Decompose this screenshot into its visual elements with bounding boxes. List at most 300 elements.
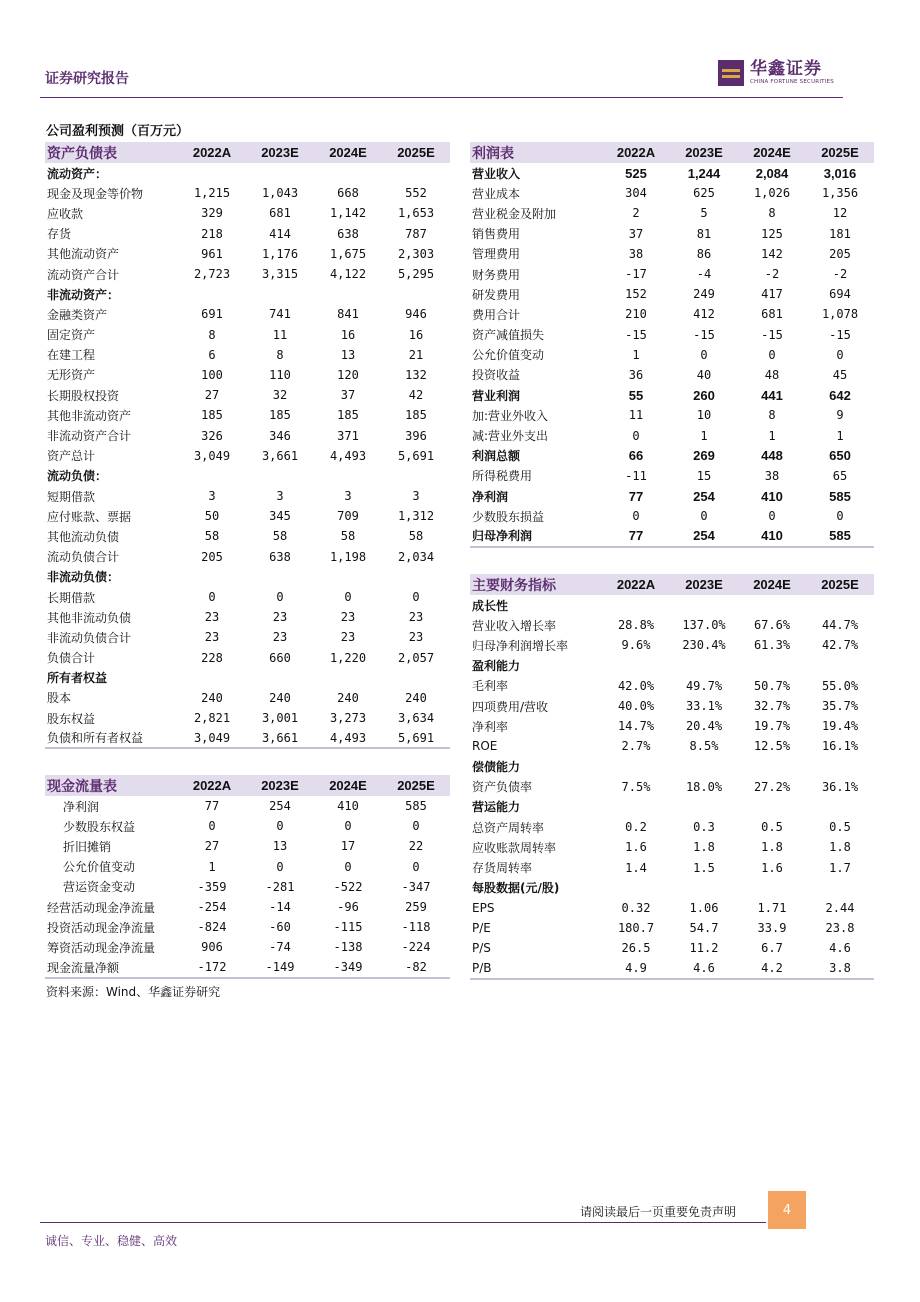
cell-value: 0 <box>768 509 776 524</box>
cell-value <box>738 797 806 817</box>
year-header: 2023E <box>246 775 314 796</box>
cell-value: -74 <box>269 940 291 955</box>
table-row <box>470 224 874 244</box>
cell-value: 1,312 <box>397 509 435 524</box>
row-label: 营业收入增长率 <box>472 618 557 633</box>
cell-value: 16 <box>408 327 424 342</box>
row-label: ROE <box>472 739 498 754</box>
cell-value: 5,691 <box>397 448 435 463</box>
cell-value: -359 <box>197 879 227 894</box>
cell-value: 9 <box>836 408 844 423</box>
cell-value <box>178 163 246 183</box>
cell-value: 55 <box>628 387 644 403</box>
cell-value: -15 <box>625 327 647 342</box>
cell-value: 19.7% <box>753 719 791 734</box>
cell-value: 0.3 <box>693 820 715 835</box>
table-row <box>45 446 450 466</box>
table-row <box>470 163 874 183</box>
table-row <box>45 668 450 688</box>
cell-value <box>314 466 382 486</box>
cell-value: -15 <box>829 327 851 342</box>
cell-value: 32.7% <box>753 699 791 714</box>
table-row <box>470 635 874 655</box>
cell-value: -11 <box>625 468 647 483</box>
table-row <box>470 304 874 324</box>
cell-value: 27 <box>204 388 220 403</box>
cell-value: 13 <box>272 839 288 854</box>
cell-value: 8.5% <box>689 739 719 754</box>
table-row <box>45 264 450 284</box>
cell-value <box>806 757 874 777</box>
table-row <box>45 466 450 486</box>
cell-value <box>602 878 670 898</box>
row-label: 应付账款、票据 <box>47 509 132 524</box>
table-header-row <box>470 574 874 595</box>
cell-value: 1,675 <box>329 246 367 261</box>
row-label: 其他非流动资产 <box>47 408 132 423</box>
cell-value: -2 <box>764 267 780 282</box>
cell-value: 638 <box>337 226 359 241</box>
table-header-row <box>45 775 450 796</box>
cell-value: 7.5% <box>621 779 651 794</box>
cell-value: -349 <box>314 958 382 978</box>
income-statement-table <box>470 142 874 548</box>
table-row <box>470 486 874 506</box>
row-label: 四项费用/营收 <box>472 699 549 714</box>
cell-value: 81 <box>696 226 712 241</box>
cell-value: 44.7% <box>821 618 859 633</box>
table-row <box>470 203 874 223</box>
cell-value: 2,084 <box>755 165 789 181</box>
year-header: 2025E <box>382 775 450 796</box>
cell-value: 1,078 <box>821 307 859 322</box>
row-label: 股本 <box>47 691 72 706</box>
cell-value <box>246 284 314 304</box>
table-row <box>45 587 450 607</box>
cell-value: 417 <box>761 287 783 302</box>
cell-value: 650 <box>829 448 851 464</box>
cell-value: -347 <box>401 879 431 894</box>
row-label: 研发费用 <box>472 287 521 302</box>
cell-value: 345 <box>269 509 291 524</box>
cell-value: 741 <box>269 307 291 322</box>
cell-value: 1 <box>836 428 844 443</box>
cell-value <box>314 284 382 304</box>
cell-value: -14 <box>269 900 291 915</box>
cell-value: 410 <box>337 799 359 814</box>
table-row <box>45 325 450 345</box>
cell-value: 4,122 <box>329 267 367 282</box>
cell-value: 709 <box>337 509 359 524</box>
row-label: 少数股东权益 <box>63 819 136 834</box>
cell-value: 3,661 <box>261 448 299 463</box>
cell-value: 6.7 <box>761 941 783 956</box>
year-header: 2025E <box>806 142 874 163</box>
cell-value: 27.2% <box>753 779 791 794</box>
cell-value: 1.7 <box>829 860 851 875</box>
table-title: 利润表 <box>470 142 602 163</box>
cell-value: 8 <box>768 408 776 423</box>
cell-value: 58 <box>340 529 356 544</box>
cell-value: 1.6 <box>761 860 783 875</box>
cell-value: 1,043 <box>261 186 299 201</box>
table-row <box>45 877 450 897</box>
row-label: 资产总计 <box>47 449 96 464</box>
row-label: 股东权益 <box>47 711 96 726</box>
table-row <box>470 345 874 365</box>
cell-value: 0 <box>700 509 708 524</box>
cell-value: 240 <box>337 690 359 705</box>
cell-value: 4,493 <box>329 448 367 463</box>
cell-value: -118 <box>401 920 431 935</box>
cell-value: 0.5 <box>761 820 783 835</box>
cell-value <box>670 656 738 676</box>
cell-value: 9.6% <box>621 638 651 653</box>
cell-value: 2,723 <box>193 267 231 282</box>
cell-value: 1.4 <box>625 860 647 875</box>
cell-value: 0 <box>344 859 352 874</box>
cell-value: 2,034 <box>397 549 435 564</box>
cell-value: 304 <box>625 186 647 201</box>
row-label: 加:营业外收入 <box>472 408 549 423</box>
cell-value: 16 <box>340 327 356 342</box>
cell-value: 4.6 <box>670 958 738 978</box>
cell-value: 2.44 <box>825 900 855 915</box>
table-row <box>470 797 874 817</box>
cell-value: 254 <box>269 799 291 814</box>
cell-value: 6 <box>208 347 216 362</box>
cell-value: -172 <box>178 958 246 978</box>
row-label: 流动资产合计 <box>47 267 120 282</box>
row-label: 营业税金及附加 <box>472 206 557 221</box>
table-row <box>45 857 450 877</box>
cell-value <box>178 668 246 688</box>
cell-value: 14.7% <box>617 719 655 734</box>
cell-value <box>246 466 314 486</box>
cell-value: 787 <box>405 226 427 241</box>
cell-value: 48 <box>764 367 780 382</box>
table-row <box>45 224 450 244</box>
cell-value: 23 <box>340 630 356 645</box>
row-label: 投资收益 <box>472 368 521 383</box>
cell-value: 54.7 <box>689 921 719 936</box>
cell-value <box>382 567 450 587</box>
cell-value <box>670 797 738 817</box>
cell-value: 0 <box>768 347 776 362</box>
cell-value: 132 <box>405 367 427 382</box>
page-number: 4 <box>768 1191 806 1229</box>
cell-value: 0 <box>276 590 284 605</box>
cell-value: 396 <box>405 428 427 443</box>
cell-value: 410 <box>761 488 783 504</box>
cell-value <box>314 567 382 587</box>
cell-value: 61.3% <box>753 638 791 653</box>
cell-value: 22 <box>408 839 424 854</box>
cell-value: 2,303 <box>397 246 435 261</box>
cell-value: -17 <box>625 267 647 282</box>
table-row <box>45 728 450 748</box>
cell-value: 120 <box>337 367 359 382</box>
cell-value <box>602 595 670 615</box>
cell-value: 0 <box>412 590 420 605</box>
cell-value <box>602 757 670 777</box>
table-row <box>470 958 874 978</box>
cell-value: 42 <box>408 388 424 403</box>
cell-value: 2 <box>632 206 640 221</box>
cell-value: 205 <box>201 549 223 564</box>
table-row <box>470 938 874 958</box>
row-label: 现金流量净额 <box>45 958 178 978</box>
cell-value: 2,057 <box>397 650 435 665</box>
row-label: P/S <box>472 941 491 956</box>
cell-value: 8 <box>768 206 776 221</box>
cell-value: 45 <box>832 367 848 382</box>
cell-value: -115 <box>333 920 363 935</box>
row-label: 无形资产 <box>47 368 96 383</box>
cell-value: 0 <box>208 819 216 834</box>
cell-value: 21 <box>408 347 424 362</box>
row-label: 总资产周转率 <box>472 820 545 835</box>
year-header: 2024E <box>738 574 806 595</box>
table-row <box>470 405 874 425</box>
header-divider <box>40 97 843 98</box>
row-label: 营运资金变动 <box>63 880 136 895</box>
table-row <box>45 486 450 506</box>
cell-value <box>738 595 806 615</box>
table-title: 现金流量表 <box>45 775 178 796</box>
cell-value: 371 <box>337 428 359 443</box>
row-label: 营业收入 <box>472 166 521 181</box>
row-label: 负债和所有者权益 <box>45 728 178 748</box>
table-row <box>45 385 450 405</box>
cell-value: 23.8 <box>825 921 855 936</box>
table-row <box>470 466 874 486</box>
cell-value: 1.8 <box>761 840 783 855</box>
table-row <box>45 345 450 365</box>
cell-value: 23 <box>340 610 356 625</box>
table-row <box>45 203 450 223</box>
cell-value: 11 <box>272 327 288 342</box>
cell-value: 0 <box>412 819 420 834</box>
row-label: 其他流动负债 <box>47 529 120 544</box>
cell-value: 125 <box>761 226 783 241</box>
cell-value: 1 <box>768 428 776 443</box>
table-row <box>470 757 874 777</box>
table-row <box>45 284 450 304</box>
table-row <box>45 897 450 917</box>
row-label: 所有者权益 <box>47 671 108 686</box>
table-row <box>470 878 874 898</box>
table-row <box>470 365 874 385</box>
cell-value <box>382 466 450 486</box>
cell-value: 1.8 <box>693 840 715 855</box>
table-row <box>45 708 450 728</box>
table-row <box>470 526 874 546</box>
cell-value: 448 <box>761 448 783 464</box>
cell-value: 660 <box>269 650 291 665</box>
cell-value: -254 <box>197 900 227 915</box>
table-row <box>470 385 874 405</box>
table-row <box>470 284 874 304</box>
cell-value: -15 <box>693 327 715 342</box>
cell-value: 625 <box>693 186 715 201</box>
cell-value: 694 <box>829 287 851 302</box>
cell-value <box>178 466 246 486</box>
table-row <box>470 676 874 696</box>
cell-value <box>178 567 246 587</box>
row-label: 其他非流动负债 <box>47 610 132 625</box>
cell-value: 0 <box>208 590 216 605</box>
cell-value: 12.5% <box>753 739 791 754</box>
table-row <box>45 958 450 978</box>
year-header: 2022A <box>602 142 670 163</box>
table-row <box>45 425 450 445</box>
cell-value: 27 <box>204 839 220 854</box>
cell-value: 3,634 <box>397 711 435 726</box>
cell-value <box>670 757 738 777</box>
cell-value: 210 <box>625 307 647 322</box>
table-row <box>470 244 874 264</box>
table-header-row <box>45 142 450 163</box>
table-row <box>470 736 874 756</box>
cell-value: 841 <box>337 307 359 322</box>
cell-value: 86 <box>696 246 712 261</box>
cell-value: 414 <box>269 226 291 241</box>
cell-value: 12 <box>832 206 848 221</box>
table-row <box>470 656 874 676</box>
cell-value: 3 <box>412 489 420 504</box>
year-header: 2023E <box>670 142 738 163</box>
cell-value: 1.8 <box>829 840 851 855</box>
cell-value: 3,273 <box>329 711 367 726</box>
cell-value: 4,493 <box>314 728 382 748</box>
cell-value: -2 <box>832 267 848 282</box>
table-row <box>45 365 450 385</box>
row-label: 经营活动现金净流量 <box>47 900 156 915</box>
cell-value: 5,295 <box>397 267 435 282</box>
row-label: 毛利率 <box>472 679 509 694</box>
cell-value: 20.4% <box>685 719 723 734</box>
table-row <box>45 526 450 546</box>
row-label: 非流动负债： <box>47 570 120 585</box>
cell-value: 28.8% <box>617 618 655 633</box>
table-row <box>470 446 874 466</box>
cell-value: 40.0% <box>617 699 655 714</box>
cell-value: 585 <box>829 488 851 504</box>
cell-value: 33.9 <box>757 921 787 936</box>
row-label: 净利率 <box>472 719 509 734</box>
cell-value: 65 <box>832 468 848 483</box>
cell-value: 137.0% <box>682 618 726 633</box>
cell-value: 11.2 <box>689 941 719 956</box>
cell-value: 50 <box>204 509 220 524</box>
cell-value <box>382 163 450 183</box>
cell-value: -138 <box>333 940 363 955</box>
cell-value: -15 <box>761 327 783 342</box>
cell-value: 0 <box>836 347 844 362</box>
cell-value: 205 <box>829 246 851 261</box>
row-label: 在建工程 <box>47 348 96 363</box>
table-row <box>45 183 450 203</box>
logo-cn: 华鑫证券 <box>750 59 822 79</box>
row-label: 费用合计 <box>472 307 521 322</box>
row-label: 财务费用 <box>472 267 521 282</box>
table-row <box>45 937 450 957</box>
footer-disclaimer: 请阅读最后一页重要免责声明 <box>580 1205 737 1219</box>
cell-value: 0 <box>344 819 352 834</box>
cell-value: 23 <box>204 610 220 625</box>
cell-value: 38 <box>628 246 644 261</box>
table-row <box>470 595 874 615</box>
cell-value: 638 <box>269 549 291 564</box>
cell-value: 1,215 <box>193 186 231 201</box>
cell-value: 260 <box>693 387 715 403</box>
table-row <box>45 506 450 526</box>
cell-value: 185 <box>337 408 359 423</box>
cell-value: 3,049 <box>193 448 231 463</box>
cell-value: 585 <box>405 799 427 814</box>
cell-value: 1.71 <box>757 900 787 915</box>
row-label: 折旧摊销 <box>63 839 112 854</box>
cell-value: -96 <box>337 900 359 915</box>
cell-value: 55.0% <box>821 678 859 693</box>
cell-value: 585 <box>806 526 874 546</box>
cell-value: 3,315 <box>261 267 299 282</box>
logo-mark-icon <box>718 60 744 86</box>
cell-value: 1 <box>700 428 708 443</box>
table-row <box>45 547 450 567</box>
cell-value: -149 <box>246 958 314 978</box>
cell-value: 152 <box>625 287 647 302</box>
cell-value: 1,142 <box>329 206 367 221</box>
year-header: 2023E <box>246 142 314 163</box>
row-label: 负债合计 <box>47 651 96 666</box>
cell-value: 8 <box>208 327 216 342</box>
cell-value: 0 <box>344 590 352 605</box>
row-label: 应收账款周转率 <box>472 840 557 855</box>
data-source: 资料来源：Wind、华鑫证券研究 <box>46 985 221 999</box>
row-label: 净利润 <box>472 489 509 504</box>
row-label: 净利润 <box>63 799 100 814</box>
cell-value: 240 <box>201 690 223 705</box>
row-label: 资产负债率 <box>472 780 533 795</box>
cell-value: 1,198 <box>329 549 367 564</box>
cell-value <box>178 284 246 304</box>
cell-value: 15 <box>696 468 712 483</box>
table-row <box>470 817 874 837</box>
row-label: 流动负债合计 <box>47 550 120 565</box>
cell-value: -60 <box>269 920 291 935</box>
cell-value <box>602 656 670 676</box>
table-row <box>45 567 450 587</box>
cell-value: 58 <box>204 529 220 544</box>
cell-value <box>738 757 806 777</box>
cell-value: 642 <box>829 387 851 403</box>
table-row <box>45 836 450 856</box>
table-row <box>470 918 874 938</box>
cell-value: 3 <box>276 489 284 504</box>
cell-value: 16.1% <box>821 739 859 754</box>
cell-value: 23 <box>272 630 288 645</box>
table-row <box>470 898 874 918</box>
year-header: 2024E <box>314 142 382 163</box>
cell-value: -281 <box>265 879 295 894</box>
row-label: 少数股东损益 <box>472 509 545 524</box>
cell-value <box>738 656 806 676</box>
cell-value: 18.0% <box>685 779 723 794</box>
cell-value: 1 <box>632 347 640 362</box>
company-logo <box>718 60 834 86</box>
